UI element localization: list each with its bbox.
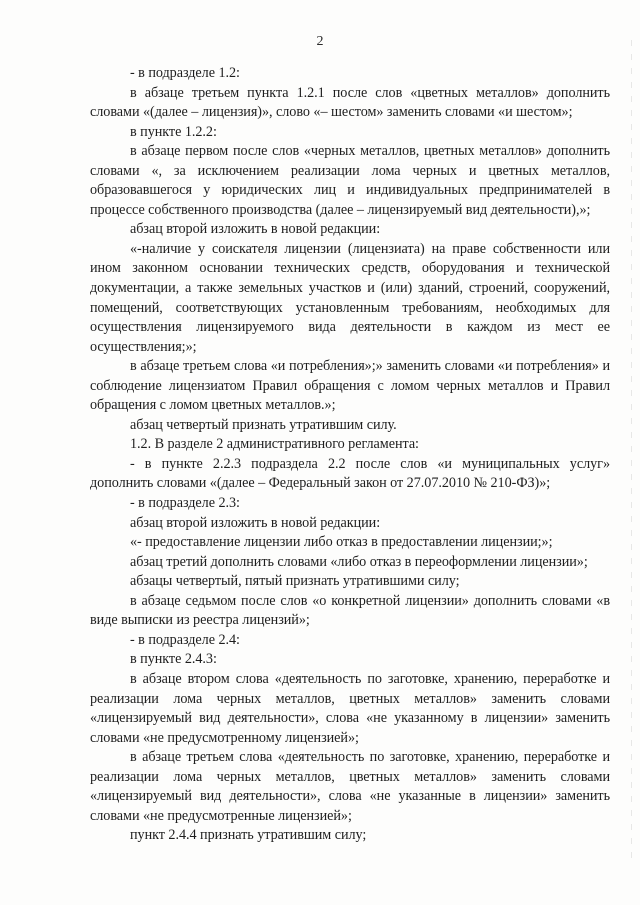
paragraph: в абзаце третьем слова «и потребления»;» заменить словами «и потребления» и соблюдение лицензиатом Правил обращения с ломом черных металлов и Правил обращения с ломом цветных металлов.»;	[90, 358, 610, 414]
paragraph: в абзаце третьем слова «деятельность по заготовке, хранению, переработке и реализации лома черных металлов, цветных металлов» заменить словами «лицензируемый вид деятельности», слова «не указанные в лицензии» заменить словами «не предусмотренные лицензией»;	[90, 749, 610, 824]
paragraph: пункт 2.4.4 признать утратившим силу;	[130, 827, 367, 844]
document-body	[90, 64, 610, 846]
paragraph: абзац четвертый признать утратившим силу.	[130, 416, 397, 433]
paragraph: абзац третий дополнить словами «либо отказ в переоформлении лицензии»;	[130, 553, 588, 570]
paragraph: «- предоставление лицензии либо отказ в предоставлении лицензии;»;	[130, 534, 553, 551]
paragraph: - в подразделе 2.4:	[130, 631, 240, 648]
paragraph: в абзаце втором слова «деятельность по заготовке, хранению, переработке и реализации лома черных металлов, цветных металлов» заменить словами «лицензируемый вид деятельности», слова «не указанному в лицензии» заменить словами «не предусмотренному лицензией»;	[90, 670, 610, 746]
paragraph: в абзаце седьмом после слов «о конкретной лицензии» дополнить словами «в виде выписки из реестра лицензий»;	[90, 592, 610, 629]
paragraph: в абзаце третьем пункта 1.2.1 после слов «цветных металлов» дополнить словами «(далее – лицензия)», слово «– шестом» заменить словами «и шестом»;	[90, 84, 610, 121]
paragraph: в абзаце первом после слов «черных металлов, цветных металлов» дополнить словами «, за исключением реализации лома черных и цветных металлов, образовавшегося у юридических лиц и индивидуальных предпринимателей в процессе собственного производства (далее – лицензируемый вид деятельности),»;	[90, 143, 610, 218]
page-number: 2	[316, 34, 324, 49]
paragraph: абзац второй изложить в новой редакции:	[130, 221, 381, 238]
paragraph: в пункте 1.2.2:	[130, 123, 217, 140]
paragraph: - в подразделе 2.3:	[130, 495, 240, 512]
paragraph: абзац второй изложить в новой редакции:	[130, 514, 381, 531]
paragraph: абзацы четвертый, пятый признать утратившими силу;	[130, 573, 460, 590]
paragraph: 1.2. В разделе 2 административного регламента:	[130, 436, 419, 453]
paragraph: - в пункте 2.2.3 подраздела 2.2 после слов «и муниципальных услуг» дополнить словами «(далее – Федеральный закон от 27.07.2010 № 210-ФЗ)»;	[90, 455, 610, 492]
paragraph: в пункте 2.4.3:	[130, 651, 217, 668]
paragraph: - в подразделе 1.2:	[130, 65, 240, 81]
scan-edge-artifact	[631, 40, 632, 860]
paragraph: «-наличие у соискателя лицензии (лицензиата) на праве собственности или ином законном основании технических средств, оборудования и технической документации, а также земельных участков и (или) зданий, строений, сооружений, помещений, соответствующих установленным требованиям, необходимых для осуществления лицензируемого вида деятельности в каждом из мест ее осуществления;»;	[90, 240, 610, 355]
